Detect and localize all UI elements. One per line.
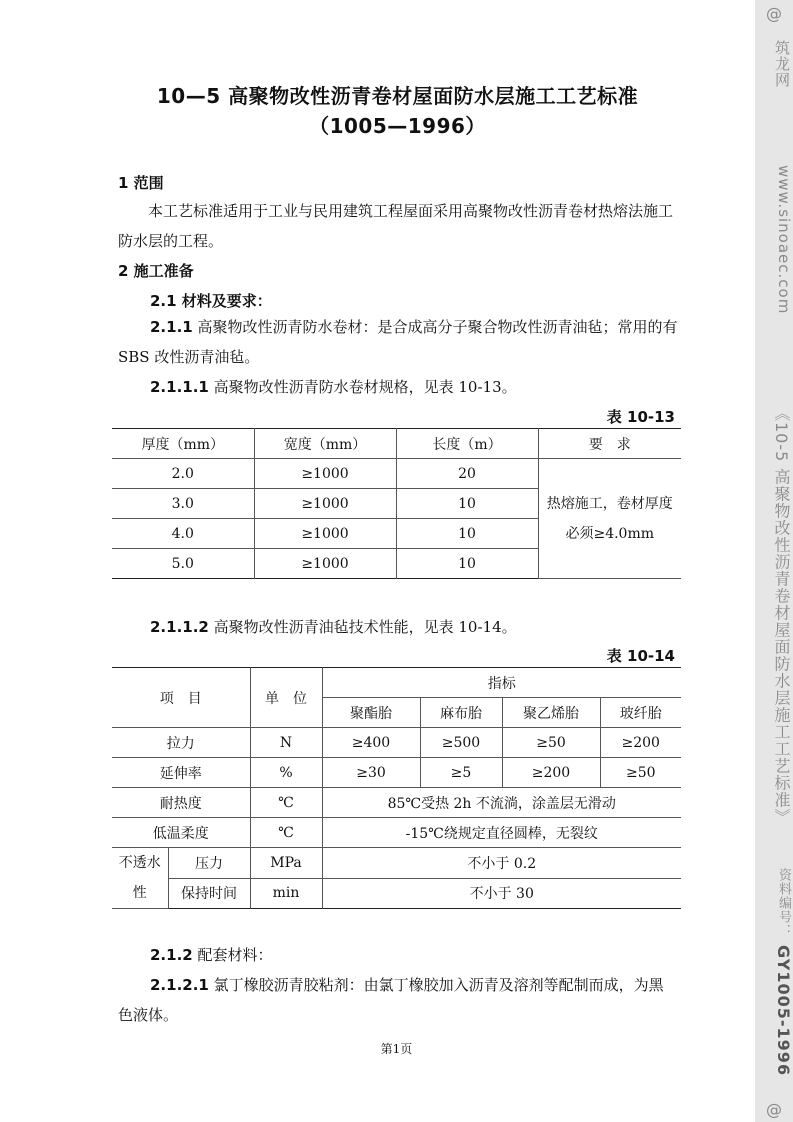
header-cell: 玻纤胎 [600, 698, 681, 728]
header-cell: 厚度（mm） [112, 429, 254, 459]
table-cell: N [250, 728, 322, 758]
requirement-cell: 热熔施工，卷材厚度必须≥4.0mm [538, 459, 681, 579]
doc-title-vertical: 《10-5 高聚物改性沥青卷材屋面防水层施工工艺标准》 [772, 405, 791, 826]
section-2-1-1-text [118, 312, 678, 372]
doc-title: 10—5 高聚物改性沥青卷材屋面防水层施工工艺标准 [156, 84, 639, 108]
paragraph-text: 高聚物改性沥青油毡技术性能，见表 10-14。 [208, 618, 517, 636]
table-cell: ≥50 [600, 758, 681, 788]
header-cell: 要 求 [538, 429, 681, 459]
table-cell: ≥200 [502, 758, 600, 788]
table-cell: ≥400 [322, 728, 420, 758]
header-unit: 单 位 [250, 668, 322, 728]
doc-subtitle: （1005—1996） [309, 114, 486, 138]
table-cell: ≥200 [600, 728, 681, 758]
section-number: 2.1.1 [150, 318, 193, 336]
header-cell: 麻布胎 [420, 698, 502, 728]
page-number: 第1页 [380, 1042, 413, 1056]
header-item: 项 目 [112, 668, 250, 728]
section-2-heading: 2 施工准备 [118, 262, 194, 280]
section-2-1-1-2-text [118, 612, 678, 642]
table-10-13-caption: 表 10-13 [606, 408, 675, 426]
code-label: 资料编号： [776, 868, 791, 938]
table-cell: 拉力 [112, 728, 250, 758]
table-header-row [112, 429, 681, 459]
table-cell: ≥1000 [254, 459, 396, 489]
at-icon: @ [766, 1100, 782, 1119]
site-url[interactable]: www.sinoaec.com [775, 165, 793, 315]
section-1-heading: 1 范围 [118, 174, 164, 192]
table-row [112, 728, 681, 758]
table-row [112, 878, 681, 909]
table-cell: ≥500 [420, 728, 502, 758]
table-cell: 10 [396, 549, 538, 579]
table-cell: ℃ [250, 818, 322, 848]
table-row [112, 459, 681, 489]
table-10-14-caption: 表 10-14 [606, 647, 675, 665]
table-cell: 不小于 30 [322, 878, 681, 909]
table-cell: ≥50 [502, 728, 600, 758]
paragraph-text: 高聚物改性沥青防水卷材：是合成高分子聚合物改性沥青油毡；常用的有 SBS 改性沥青油毡。 [118, 318, 678, 366]
table-cell: % [250, 758, 322, 788]
table-cell: 延伸率 [112, 758, 250, 788]
section-number: 2.1.1.2 [150, 618, 209, 636]
section-number: 2.1.2.1 [150, 976, 209, 994]
imperm-group-cell: 不透水性 [112, 848, 168, 909]
header-cell: 宽度（mm） [254, 429, 396, 459]
table-cell: 20 [396, 459, 538, 489]
paragraph-text: 高聚物改性沥青防水卷材规格，见表 10-13。 [208, 378, 517, 396]
header-index: 指标 [322, 668, 681, 698]
table-cell: ≥1000 [254, 519, 396, 549]
table-cell: MPa [250, 848, 322, 879]
table-row [112, 818, 681, 848]
table-cell: -15℃绕规定直径圆棒，无裂纹 [322, 818, 681, 848]
header-cell: 聚乙烯胎 [502, 698, 600, 728]
section-1-text: 本工艺标准适用于工业与民用建筑工程屋面采用高聚物改性沥青卷材热熔法施工防水层的工程。 [118, 202, 674, 250]
table-cell: 85℃受热 2h 不流淌，涂盖层无滑动 [322, 788, 681, 818]
header-cell: 聚酯胎 [322, 698, 420, 728]
table-cell: 10 [396, 519, 538, 549]
site-name: 筑龙网 [773, 40, 791, 88]
section-2-1-2-text [118, 940, 678, 970]
table-row [112, 848, 681, 879]
table-10-14 [112, 667, 681, 909]
section-2-1-1-1-text [118, 372, 678, 402]
table-row [112, 758, 681, 788]
section-2-1-2-1-text [118, 970, 678, 1030]
table-cell: 不小于 0.2 [322, 848, 681, 879]
table-cell: 低温柔度 [112, 818, 250, 848]
table-cell: 10 [396, 489, 538, 519]
table-cell: 2.0 [112, 459, 254, 489]
table-cell: ≥1000 [254, 549, 396, 579]
table-cell: 压力 [168, 848, 250, 879]
table-cell: 保持时间 [168, 878, 250, 909]
table-cell: 5.0 [112, 549, 254, 579]
section-number: 2.1.1.1 [150, 378, 209, 396]
doc-code: GY1005-1996 [774, 945, 793, 1077]
paragraph-text: 氯丁橡胶沥青胶粘剂：由氯丁橡胶加入沥青及溶剂等配制而成，为黑色液体。 [118, 976, 664, 1024]
table-cell: ℃ [250, 788, 322, 818]
paragraph-text: 配套材料： [192, 946, 273, 964]
table-cell: min [250, 878, 322, 909]
table-row [112, 788, 681, 818]
side-strip [755, 0, 793, 1122]
table-header-row [112, 668, 681, 698]
table-cell: ≥1000 [254, 489, 396, 519]
at-icon: @ [766, 4, 782, 23]
table-cell: 4.0 [112, 519, 254, 549]
table-cell: ≥5 [420, 758, 502, 788]
table-cell: 3.0 [112, 489, 254, 519]
header-cell: 长度（m） [396, 429, 538, 459]
section-2-1-heading: 2.1 材料及要求： [150, 292, 272, 310]
table-10-13 [112, 428, 681, 579]
table-cell: 耐热度 [112, 788, 250, 818]
section-number: 2.1.2 [150, 946, 193, 964]
table-cell: ≥30 [322, 758, 420, 788]
